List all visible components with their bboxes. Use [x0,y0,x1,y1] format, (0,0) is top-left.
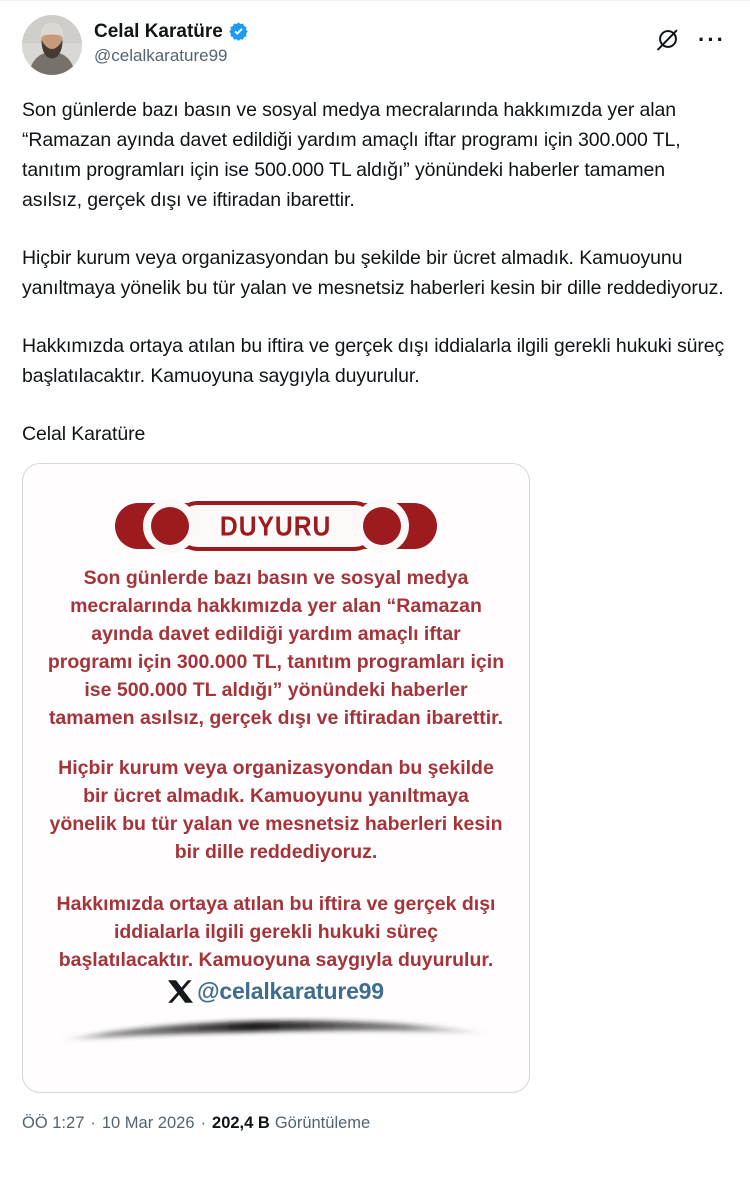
verified-badge-icon [228,21,249,42]
date[interactable]: 10 Mar 2026 [101,1114,195,1132]
tweet-header [22,1,726,75]
banner-center-pill [173,501,379,551]
image-handle: @celalkarature99 [197,978,384,1004]
image-handle-row [168,978,384,1005]
views-count: 202,4 B [212,1114,270,1132]
views-label: Görüntüleme [274,1114,371,1132]
meta-separator: · [90,1114,96,1132]
image-paragraph: Hakkımızda ortaya atılan bu iftira ve gerçek dışı iddialarla ilgili gerekli hukuki süreç başlatılacaktır. Kamuoyuna saygıyla duyurulur. [56,893,496,971]
header-actions [655,15,726,52]
image-paragraph: Hiçbir kurum veya organizasyondan bu şekilde bir ücret almadık. Kamuoyunu yanıltmaya yönelik bu tür yalan ve mesnetsiz haberleri kesin bir dille reddediyoruz. [49,757,503,863]
more-options-icon[interactable]: ··· [698,26,726,52]
grok-actions-icon[interactable] [655,27,680,52]
meta-separator: · [200,1114,207,1132]
banner-circle-left [143,499,197,553]
tweet-meta [22,1113,726,1134]
tweet-paragraph: Hiçbir kurum veya organizasyondan bu şekilde bir ücret almadık. Kamuoyunu yanıltmaya yönelik bu tür yalan ve mesnetsiz haberleri kesin bir dille reddediyoruz. [22,247,724,299]
announcement-banner [115,500,437,552]
tweet-paragraph: Hakkımızda ortaya atılan bu iftira ve gerçek dışı iddialarla ilgili gerekli hukuki süreç başlatılacaktır. Kamuoyuna saygıyla duyurulur. [22,335,725,387]
embedded-image[interactable] [22,463,530,1093]
tweet-signature: Celal Karatüre [22,423,146,445]
user-identity [94,15,249,67]
avatar-image [22,15,82,75]
user-handle[interactable]: @celalkarature99 [94,46,228,65]
banner-title: DUYURU [220,509,332,542]
banner-circle-right [355,499,409,553]
tweet-detail [0,1,750,1134]
display-name[interactable]: Celal Karatüre [94,21,223,42]
brush-swoosh [50,1009,502,1053]
image-paragraph: Son günlerde bazı basın ve sosyal medya mecralarında hakkımızda yer alan “Ramazan ayında davet edildiği yardım amaçlı iftar programı için 300.000 TL, tanıtım programları için ise 500.000 TL aldığı” yönündeki haberler tamamen asılsız, gerçek dışı ve iftiradan ibarettir. [47,567,505,729]
tweet-text [22,95,726,449]
timestamp[interactable]: ÖÖ 1:27 [22,1114,85,1132]
avatar[interactable] [22,15,82,75]
x-logo-icon [168,979,193,1004]
tweet-paragraph: Son günlerde bazı basın ve sosyal medya mecralarında hakkımızda yer alan “Ramazan ayında davet edildiği yardım amaçlı iftar programı için 300.000 TL, tanıtım programları için ise 500.000 TL aldığı” yönündeki haberler tamamen asılsız, gerçek dışı ve iftiradan ibarettir. [22,99,681,211]
